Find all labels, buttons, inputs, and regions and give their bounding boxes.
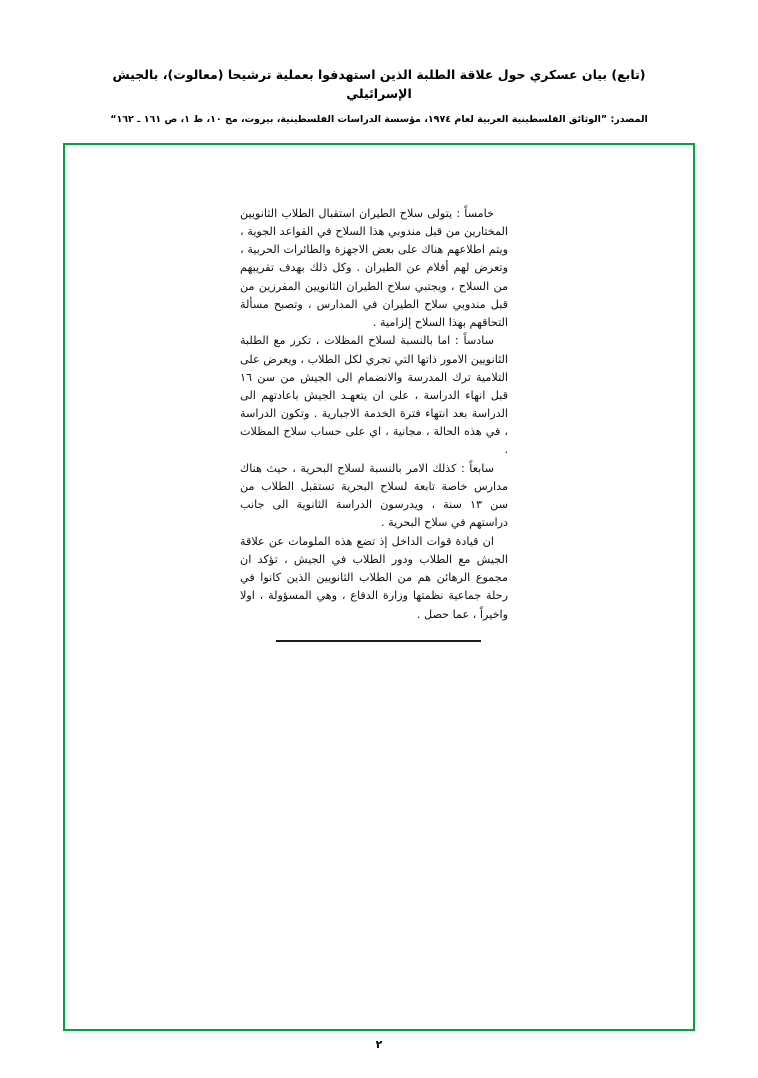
body-text-block xyxy=(240,205,508,624)
paragraph: سادساً : اما بالنسبة لسلاح المظلات ، تكرر مع الطلبة الثانويين الامور ذاتها التي تجري لكل الطلاب ، ويعرض على التلامية ترك المدرسة والانضمام الى الجيش من سن ١٦ قبل انهاء الدراسة ، على ان يتعهـد الجيش باعادتهم الى الدراسة بعد انتهاء فترة الخدمة الاجبارية . وتكون الدراسة ، في هذه الحالة ، مجانية ، اي على حساب سلاح المظلات . xyxy=(239,334,508,457)
document-header xyxy=(0,66,758,127)
content-frame xyxy=(63,143,695,1031)
source-line: المصدر: ”الوثائق الفلسطينية العربية لعام ١٩٧٤، مؤسسة الدراسات الفلسطينية، بيروت، مج ١٠، ط ١، ص ١٦١ ـ ١٦٢“ xyxy=(110,113,648,125)
page-title: (تابع) بيان عسكري حول علاقة الطلبة الذين استهدفوا بعملية ترشيحا (معالوت)، بالجيش الإسرائيلي xyxy=(112,67,646,101)
page-number: ٢ xyxy=(375,1038,383,1051)
paragraph: ان قيادة قوات الداخل إذ تضع هذه الملومات عن علاقة الجيش مع الطلاب ودور الطلاب في الجيش ، تؤكد ان مجموع الرهائن هم من الطلاب الثانويين الذين كانوا في رحلة جماعية نظمتها وزارة الدفاع ، وهي المسؤولة ، اولا واخيراً ، عما حصل . xyxy=(240,535,508,621)
horizontal-rule xyxy=(276,640,481,642)
paragraph: خامساً : يتولى سلاح الطيران استقبال الطلاب الثانويين المختارين من قبل مندوبي هذا السلاح في القواعد الجوية ، ويتم اطلاعهم هناك على بعض الاجهزة والطائرات الحربية ، وتعرض لهم أفلام عن الطيران . وكل ذلك بهدف تقريبهم من السلاح ، ويجتبي سلاح الطيران الثانويين المفرزين من قبل مندوبي سلاح الطيران في المدارس ، وتصبح مسألة التحاقهم بهذا السلاح إلزامية . xyxy=(240,207,508,329)
paragraph: سابعاً : كذلك الامر بالنسبة لسلاح البحرية ، حيث هناك مدارس خاصة تابعة لسلاح البحرية تستقبل الطلاب من سن ١٣ سنة ، ويدرسون الدراسة الثانوية الى جانب دراستهم في سلاح البحرية . xyxy=(240,461,508,530)
